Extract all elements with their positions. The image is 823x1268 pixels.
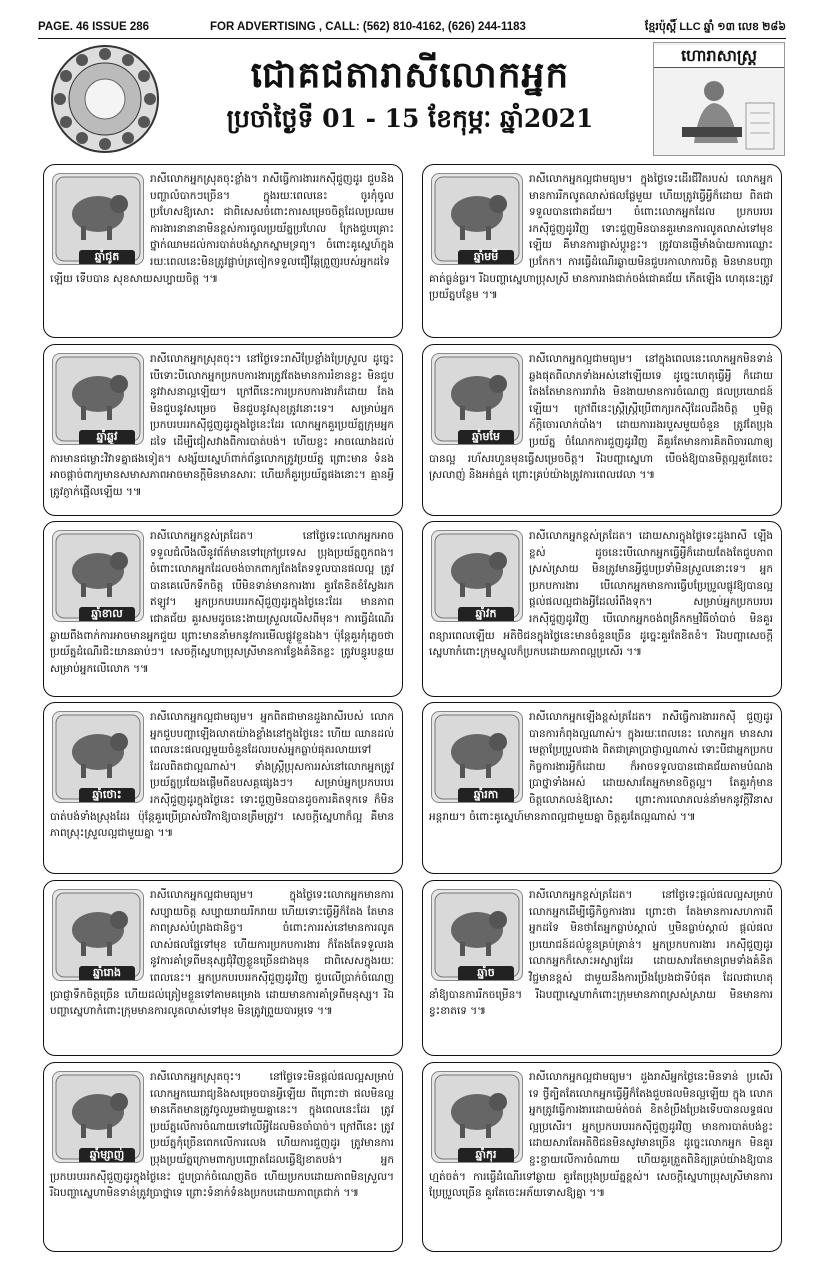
sign-label: ឆ្នាំវក [458, 607, 514, 622]
advertising-contact: FOR ADVERTISING , CALL: (562) 810-4162, (626) 244-1183 [210, 21, 526, 33]
sign-label: ឆ្នាំឆ្លូវ [79, 430, 135, 445]
dragon-icon [52, 889, 144, 981]
sign-label: ឆ្នាំខាល [79, 607, 135, 622]
horoscope-text: រាសីលោកអ្នកស្រុតចុះ។ នៅថ្ងៃទេះរាសីប្រែខ្លាំងប្រែស្រួល ដូច្នេះ បើទោះបីលោកអ្នកប្រកបការងារត្រូវតែងមានការរំខានខ្លះ មិនជួបនូវវាសនាល្អឡើយ។ ក្រៅពីនេះការប្រកបការងារក៏ដោយ តែងមិនជួបនូវសម្រេច មិនជួបនូវសុខត្រូវនោះទេ។ សម្រាប់អ្នក ប្រកបរបររកស៊ីជួញដូរក្នុងថ្ងៃនេះដែរ លោកអ្នកគួរប្រយ័ត្នក្រុមអ្នកដទៃ ដើម្បីជៀសវាងពីការបាត់បង់។ ហើយខ្លះ អាចឈោងដល់ការមានជម្លោះវិវាទគ្នាផងទៀត។ សង្ស័យស្នេហ៍ពាក់ព័ន្ធលោកត្រូវប្រយ័ត្ន ព្រោះមាន ទំនងអាចផ្ដាច់ពាក្យមានសមាសភាពអាចមានក្ដីមិនមានសារៈ ហើយក៏គួរប្រយ័ត្នផងនោះ។ គ្មានអ្វីត្រូវភ្ញាក់ផ្អើលឡើយ ។៕ [50, 353, 394, 498]
sign-label: ឆ្នាំកុរ [458, 1148, 514, 1163]
horoscope-card [422, 521, 782, 697]
rat-icon [52, 173, 144, 265]
zodiac-wheel-icon [50, 44, 160, 154]
horoscope-card [43, 702, 403, 874]
horoscope-text: រាសីលោកអ្នកឡើងខ្ពស់ត្រដែត។ រាសីធ្វើការងាររកស៊ី ជួញដូរបានការកំពុងល្អណាស់។ ក្នុងរយៈពេលនេះ លោកអ្នក មានសារមេត្តាប្រែប្រួលជាង ពិតជាគ្រាប្រាជ្ញាល្អណាស់ ទោះបីជាអ្នកប្រកបកិច្ចការងារអ្វីក៏ដោយ ក៏អាចទទួលបានជោគជ័យតាមបំណងប្រាថ្នាទាំងអស់ ដោយសារតែអ្នកមានចិត្តល្អ។ តែគួរកុំមានចិត្តលោភលន់ឱ្យសោះ ព្រោះការលោភលន់នាំមកនូវក្តីវិនាសអន្តរាយ។ ចំពោះគូស្នេហ៍មានភាពល្អជាមួយគ្នា ចិត្តគួរតែល្អណាស់ ។៕ [429, 711, 773, 823]
horoscope-text: រាសីលោកអ្នកខ្ពស់ត្រដែត។ នៅថ្ងៃទេះផ្តល់ផលល្អសម្រាប់ លោកអ្នកដើម្បីធ្វើកិច្ចការងារ ព្រោះថា តែងមានការសហការពីអ្នកដទៃ មិនថាតែអ្នកធ្លាប់ស្គាល់ ឬមិនធ្លាប់ស្គាល់ ផ្តល់ផលប្រយោជន៍ដល់ខ្លួនគ្រប់គ្រាន់។ អ្នកប្រកបការងារ រកស៊ីជួញដូរ លោកអ្នកក៏សោះអស្ចារ្យដែរ ដោយសារតែមានព្រមទាំងគំនិតវិជ្ជមានខ្ពស់ ជាមួយនឹងការប្រឹងប្រែងជាទីបំផុត ដែលជាហេតុនាំឱ្យបានការរីកចម្រើន។ រីឯបញ្ហាស្នេហាកំពោះក្រុមមានភាពស្រស់ស្រាយ មិនមានការខ្វះខាតទេ ។៕ [429, 889, 773, 1018]
tiger-icon [52, 530, 144, 622]
snake-icon [52, 1071, 144, 1163]
horoscope-text: រាសីលោកអ្នកខ្ពស់ត្រដែត។ ដោយសារក្នុងថ្ងៃទេះដួងរាសី ឡើងខ្ពស់ ដូចនេះបើលោកអ្នកធ្វើអ្វីក៏ដោយតែងតែជួបភាព ស្រស់ស្រាយ មិនត្រូវមានអ្វីជួបប្រទាំមិនស្រួលនោះទេ។ អ្នកប្រកបការងារ បើលោកអ្នកមានការធ្វើបប្រែប្រួលផ្លូវឱ្យបានល្អ ផ្តល់ផលល្អជាងអ្វីដែលរំពឹងទុក។ សម្រាប់អ្នកប្រកបរបររកស៊ីជួញដូរវិញ បើលោកអ្នកចង់ពង្រីកកម្មវិធីចាំបាច់ មិនគួរពន្យារពេលឡើយ អតិថិជនក្នុងថ្ងៃនេះមានចំនួនច្រើន ដូច្នេះគួរតែខិតខំ។ រីឯបញ្ហាសេចក្ដីស្នេហាកំពោះក្រុមស្នូលក៏ប្រកបដោយភាពល្អប្រសើរ ។៕ [429, 530, 773, 659]
sign-label: ឆ្នាំរោង [79, 966, 135, 981]
horoscope-card [422, 164, 782, 338]
astrology-label: ហោរាសាស្ត្រ [654, 45, 784, 68]
horoscope-card [422, 702, 782, 874]
horoscope-card [43, 344, 403, 516]
horoscope-text: រាសីលោកអ្នកខ្ពស់ត្រដែត។ នៅថ្ងៃទេះលោកអ្នកអាចទទួលជំលឺងលឺនូវព័ត៌មានទៅក្រៅប្រទេស ប្រុងប្រយ័ត្នពួកពង។ ចំពោះលោកអ្នកដែលចង់ចាកពាក្យតែងតែទទួលបានផលល្អ ត្រូវបានគេលើកទឹកចិត្ត បើមិនទាន់មានការងារ គួរតែខិតខំស្វែងរកឥឡូវ។ អ្នកប្រកបរបររកស៊ីជួញដូរក្នុងថ្ងៃនេះដែរ មានភាពជោគជ័យ គួរសមដូចនេះងាយស្រួលលើសពីមុន។ ការធ្វើដំណើរឆ្ងាយពឹងពាក់ការអាចមានអ្នកជួយ ព្រោះមាននាំមកនូវការមើលផ្លូវខ្លួនឯង។ ប៉ុន្តែគួរកុំភ្លេចថា ប្រយ័ត្នដំណើរជិះយានឆាប់ៗ។ សេចក្តីស្នេហាប្រុសស្រីមានការខ្វែងគំនិតខ្លះ ត្រូវបន្ធូរបន្ថយ សម្រាប់អ្នកលើលោក ។៕ [50, 530, 394, 675]
publication-info: ខ្មែរប៉ុស្តិ៍ LLC ឆ្នាំ ១៣ លេខ ២៨៦ [644, 21, 786, 33]
ox-icon [52, 353, 144, 445]
horoscope-text: រាសីលោកអ្នកល្អជាមធ្យម។ នៅក្នុងពេលនេះលោកអ្នកមិនទាន់ឆ្លងផុតពីលាភទាំងអស់នៅឡើយទេ ដូច្នេះហេតុធ្វើអ្វី ក៏ដោយ តែងតែមានការរារាំង មិនងាយមានការចំណេញ ផលប្រយោជន៍ឡើយ។ ក្រៅពីនេះស្ត្រីស្ត្រីប្រើពាក្យរកស៊ីដែលដឹងចិត្ត ឬមិត្តភ័ក្តិចោរលាក់បាំង។ ដោយការរងរបួសមួយចំនួន ត្រូវតែប្រុងប្រយ័ត្ន ចំណែកការជួញដូរវិញ គឺគួរតែមានការគិតពិចារណាឲ្យបានល្អ រហ័សរហួនមុនធ្វើសម្រេចចិត្ត។ រីឯបញ្ហាស្នេហា បើចង់ឱ្យបានមិត្តល្អគួរតែចេះស្រលាញ់ និងអត់ធ្មត់ ព្រោះគ្រប់យ៉ាងត្រូវការពេលវេលា ។៕ [429, 353, 773, 482]
horoscope-card [43, 880, 403, 1056]
sign-label: ឆ្នាំរកា [458, 788, 514, 803]
sign-label: ឆ្នាំម្សាញ់ [79, 1148, 135, 1163]
header-rule [38, 38, 786, 39]
horse-icon [431, 173, 523, 265]
horoscope-card [43, 1062, 403, 1252]
page-title: ជោគជតារាសីលោកអ្នក [250, 54, 570, 96]
monkey-icon [431, 530, 523, 622]
sign-label: ឆ្នាំច [458, 966, 514, 981]
sign-label: ឆ្នាំមមី [458, 250, 514, 265]
horoscope-card [422, 880, 782, 1056]
page-issue: PAGE. 46 ISSUE 286 [38, 21, 150, 33]
horoscope-text: រាសីលោកអ្នកល្អជាមធ្យម។ ក្នុងថ្ងៃទេះលោកអ្នកមានការ សប្បាយចិត្ត សប្បាយរាយរីករាយ ហើយទោះធ្វើអ្វីក៏តែង តែមានភាពស្រស់បំព្រងជានិច្ច។ ចំពោះការរស់នៅមានការលូតលាស់ផលផ្លែទៅមុខ ហើយការប្រកបការងារ ក៏តែងតែទទួលរងនូវការគាំទ្រពីមនុស្សជុំវិញខ្លួនច្រើនជាងមុន ជាពិសេសក្នុងរយៈពេលនេះ។ អ្នកប្រកបរបររកស៊ីជួញដូរវិញ ជួបលើប្រាក់ចំណេញ ប្រាជ្ញាទឹកចិត្តច្រើន ហើយដល់ត្រៀមខ្លួនទៅតាមគម្រោង ដោយមានការគាំទ្រពីមនុស្ស។ រីឯបញ្ហាស្នេហាកំពោះក្រុមមានការលូតលាស់ទៅមុខ មិនត្រូវព្រួយបារម្ភទេ ។៕ [50, 889, 394, 1018]
dog-icon [431, 889, 523, 981]
horoscope-card [43, 521, 403, 697]
page-header [38, 18, 786, 38]
horoscope-text: រាសីលោកអ្នកល្អជាមធ្យម។ ក្នុងថ្ងៃទេះដើរជីវិតរបស់ លោកអ្នកមានការរីកលូតលាស់ផលផ្លែមួយ ហើយត្រូវធ្វើអ្វីក៏ដោយ ពិតជាទទួលបានជោគជ័យ។ ចំពោះលោកអ្នកដែល ប្រកបរបររកស៊ីជួញដូរវិញ ទោះជួញមិនបានគួរមានការលូតលាស់ទៅមុខឡើយ គឺមានការផ្លាស់ប្តូរខ្លះ។ ត្រូវបានផ្ញើមាំងប៉ាយការឈ្លោះប្រកែក។ ការធ្វើដំណើរឆ្ងាយមិនជួបរកាលាការចិត្ត មិនមានបញ្ហាគាត់ធ្ងន់ធ្ងរ។ រីឯបញ្ហាស្នេហាប្រុសស្រី មានការរាងជាក់ចង់ជោគជ័យ កើតឡើង ហេតុនេះត្រូវប្រយ័ត្នបន្ថែម ។៕ [429, 173, 773, 302]
pig-icon [431, 1071, 523, 1163]
astrologer-illustration [653, 42, 785, 156]
rooster-icon [431, 711, 523, 803]
sign-label: ឆ្នាំជូត [79, 250, 135, 265]
horoscope-text: រាសីលោកអ្នកស្រុតចុះខ្លាំង។ រាសីធ្វើការងាររកស៊ីជួញដូរ ជួបនិងបញ្ហាលំបាកៗច្រើន។ ក្នុងរយៈពេលនេះ ចូរកុំចូល ប្រហែសឱ្យសោះ ជាពិសេសចំពោះការសម្រេចចិត្តដែលប្រឈម ការងារនានានាមិនខ្ពស់ការចូលប្រយ័ត្នប្រហែល ក្រែងជួបគ្រោះ ថ្នាក់ឈាមដល់ការបាត់បង់ស្លាកស្នាមទ្រព្យ។ ចំពោះគូស្នេហ៍ក្នុង រយៈពេលនេះមិនត្រូវផ្លាប់ត្រចៀកទទួលជឿឆ្កែព្រួញរបស់អ្នកដទៃឡើយ ទើបបាន សុខសាយសប្បាយចិត្ត ។៕ [50, 173, 394, 285]
horoscope-text: រាសីលោកអ្នកស្រុតចុះ។ នៅថ្ងៃទេះមិនផ្តល់ផលល្អសម្រាប់ លោកអ្នកឃេរាជ្យនិងសម្រេចបានអ្វីឡើយ ពីព្រោះថា ផលមិនល្អមានកើតមានត្រូវចូលរួមជាមួយគ្នានេះ។ ក្នុងពេលនេះដែរ ត្រូវប្រយ័ត្នលើការចំណាយទៅលើអ្វីដែលមិនចាំបាច់។ ក្រៅពីនេះ ត្រូវប្រយ័ត្នកុំច្រើនពេកលើការលេង ហើយការជួញដូរ ត្រូវមានការប្រុងប្រយ័ត្នក្រោមពាក្យបញ្ឆោតដែលធ្វើឱ្យខាតបង់។ អ្នកប្រកបរបររកស៊ីជួញដូរក្នុងថ្ងៃនេះ ជួបប្រាក់ចំណេញតិច ហើយប្រកបដោយភាពមិនស្រួល។ រីឯបញ្ហាស្នេហាមិនទាន់ត្រូវប្រាថ្នាទេ ព្រោះទំនាក់ទំនងប្រកបដោយភាពត្រជាក់ ។៕ [50, 1071, 394, 1200]
sign-label: ឆ្នាំមមែ [458, 430, 514, 445]
goat-icon [431, 353, 523, 445]
horoscope-text: រាសីលោកអ្នកល្អជាមធ្យម។ អ្នកពិតជាមានដួងរាសីរបស់ លោកអ្នកជួបបញ្ហាឡើងលាតយ៉ាងខ្លាំងនៅក្នុងថ្ងៃនេះ ហើយ ឈានដល់ពេលនេះផលល្អមួយចំនួនដែលរបស់អ្នកធ្លាប់ផុតរលាយទៅ ដែលពិតជាល្អណាស់។ ទាំងស្ត្រីប្រុសការរស់នៅលោកអ្នកត្រូវប្រយ័ត្នប្រយែងផ្ដើមពីឧបសគ្គផ្សេងៗ។ សម្រាប់អ្នកប្រកបរបររកស៊ីជួញដូរក្នុងថ្ងៃនេះ ទោះជួញមិនបានដូចការគិតទុកទេ ក៏មិនបាត់បង់ទាំងស្រុងដែរ ប៉ុន្តែគួរប្រើប្រាស់ថវិកាឱ្យបានត្រឹមត្រូវ។ សេចក្ដីស្នេហាក៏ល្អ គឺមានភាពស្រុះស្រួលល្អជាមួយគ្នា ។៕ [50, 711, 394, 840]
horoscope-card [422, 1062, 782, 1252]
horoscope-card [422, 344, 782, 516]
sign-label: ឆ្នាំថោះ [79, 788, 135, 803]
page-subtitle: ប្រចាំថ្ងៃទី 01 - 15 ខែកុម្ភៈ ឆ្នាំ2021 [226, 104, 594, 133]
horoscope-text: រាសីលោកអ្នកល្អជាមធ្យម។ ដួងរាសីអ្នកថ្ងៃនេះមិនទាន់ ប្រសើរទេ ថ្វីត្បិតតែលោកអ្នកធ្វើអ្វីក៏តែងជួបផលមិនល្អឡើយ ក្នុង លោកអ្នកត្រូវធ្វើការងារដោយម៉ត់ចត់ ខិតខំប្រឹងប្រែងទើបបានលទ្ធផលល្អប្រសើរ។ អ្នកប្រកបរបររកស៊ីជួញដូរវិញ មានការបាត់បង់ខ្លះ ដោយសារតែអតិថិជនមិនសូវមានច្រើន ដូច្នេះលោកអ្នក មិនគួរខ្ជះខ្ជាយលើការចំណាយ ហើយគួរត្រួតពិនិត្យគ្រប់យ៉ាងឱ្យបានហ្មត់ចត់។ ការធ្វើដំណើរទៅឆ្ងាយ គួរតែប្រុងប្រយ័ត្នខ្ពស់។ សេចក្ដីស្នេហាប្រុសស្រីមានការប្រែប្រួលច្រើន គួរតែចេះអភ័យទោសឱ្យគ្នា ។៕ [429, 1071, 773, 1200]
rabbit-icon [52, 711, 144, 803]
horoscope-card [43, 164, 403, 338]
